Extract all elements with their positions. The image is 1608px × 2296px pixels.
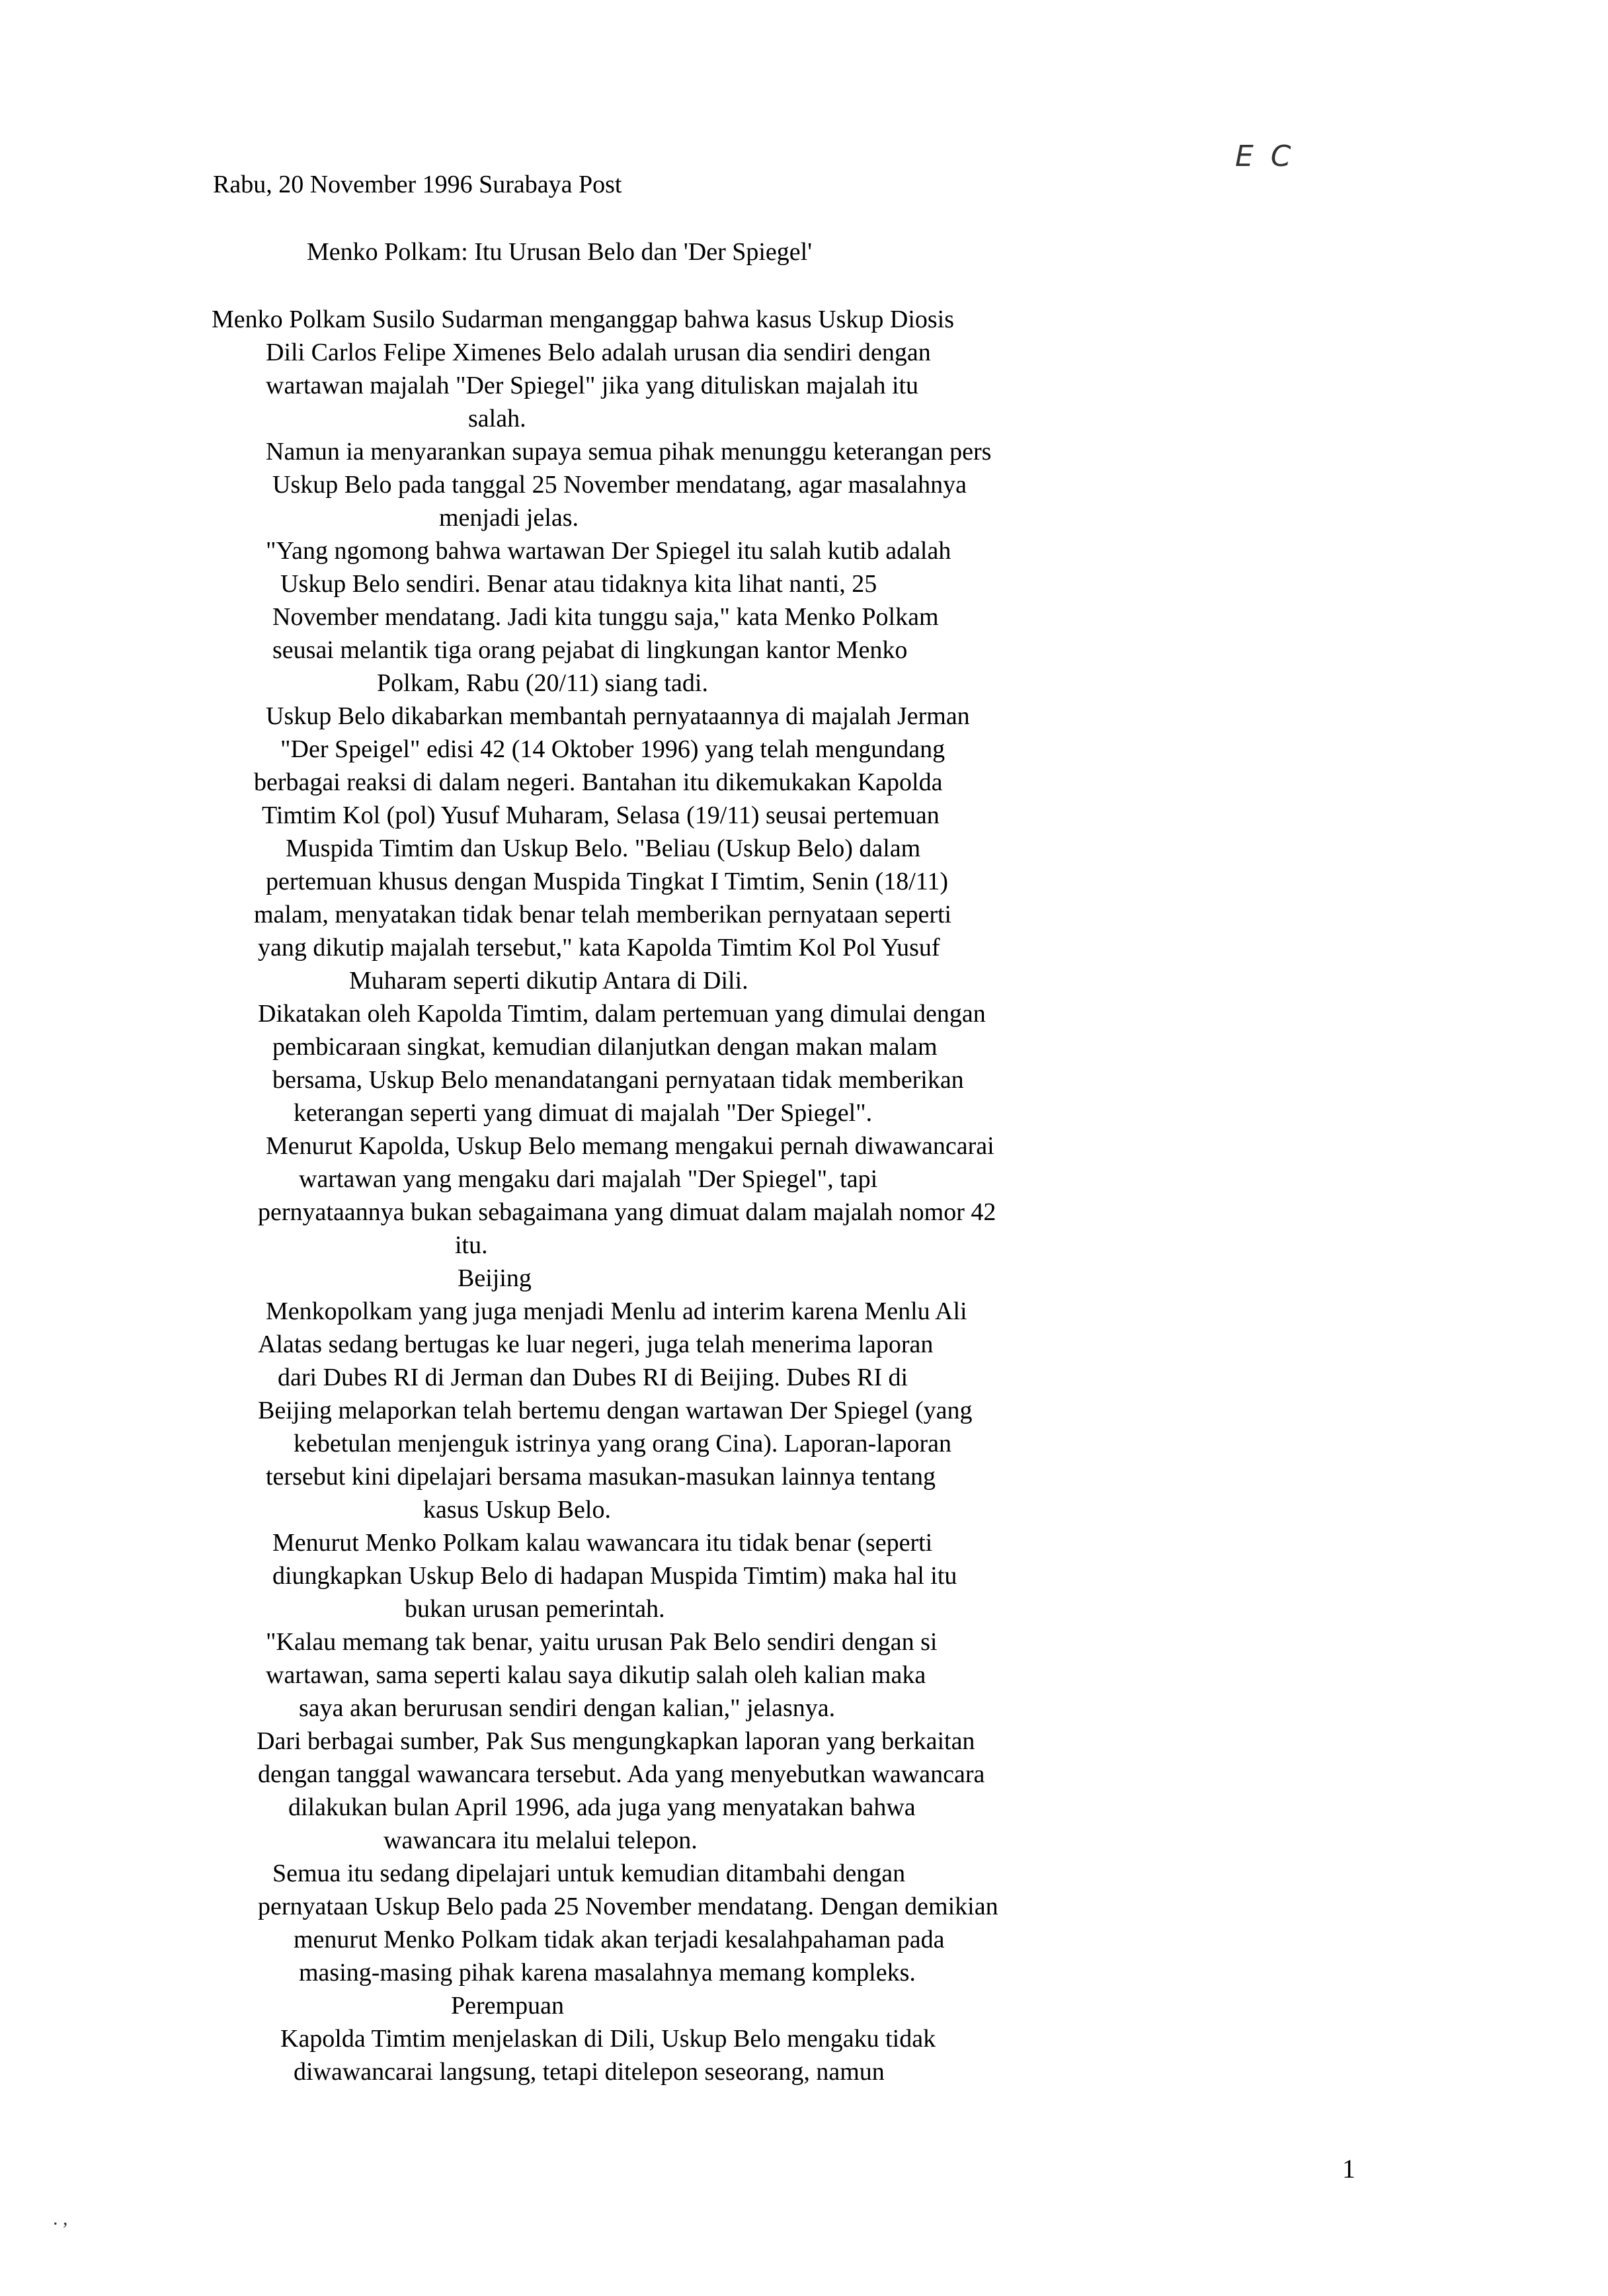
body-line: "Kalau memang tak benar, yaitu urusan Pak Belo sendiri dengan si [266,1628,938,1656]
body-line: seusai melantik tiga orang pejabat di lingkungan kantor Menko [272,636,908,664]
body-line: Polkam, Rabu (20/11) siang tadi. [377,669,708,697]
body-line: menjadi jelas. [439,504,579,532]
body-line: Beijing melaporkan telah bertemu dengan wartawan Der Spiegel (yang [258,1397,973,1424]
body-line: bersama, Uskup Belo menandatangani pernyataan tidak memberikan [272,1066,964,1094]
body-line: wartawan yang mengaku dari majalah "Der Spiegel", tapi [299,1165,878,1193]
body-line: Menkopolkam yang juga menjadi Menlu ad interim karena Menlu Ali [266,1297,967,1325]
body-line: Dari berbagai sumber, Pak Sus mengungkapkan laporan yang berkaitan [257,1727,975,1755]
body-line: pernyataan Uskup Belo pada 25 November mendatang. Dengan demikian [258,1893,998,1920]
body-line: pernyataannya bukan sebagaimana yang dimuat dalam majalah nomor 42 [258,1198,996,1226]
body-line: diungkapkan Uskup Belo di hadapan Muspida Timtim) maka hal itu [272,1562,957,1590]
body-line: Kapolda Timtim menjelaskan di Dili, Uskup Belo mengaku tidak [280,2025,936,2053]
body-line: itu. [455,1231,488,1259]
body-line: Muspida Timtim dan Uskup Belo. "Beliau (Uskup Belo) dalam [286,835,921,862]
body-line: Uskup Belo sendiri. Benar atau tidaknya kita lihat nanti, 25 [280,570,877,598]
article-title: Menko Polkam: Itu Urusan Belo dan 'Der Spiegel' [307,238,813,266]
body-line: Dili Carlos Felipe Ximenes Belo adalah urusan dia sendiri dengan [266,339,931,366]
handwritten-mark: E C [1235,140,1295,173]
body-line: pertemuan khusus dengan Muspida Tingkat I Timtim, Senin (18/11) [266,868,948,895]
body-line: kasus Uskup Belo. [423,1496,611,1524]
body-line: salah. [468,405,526,432]
body-line: diwawancarai langsung, tetapi ditelepon seseorang, namun [294,2058,885,2086]
body-line: November mendatang. Jadi kita tunggu saja," kata Menko Polkam [272,603,939,631]
body-line: Uskup Belo dikabarkan membantah pernyataannya di majalah Jerman [266,702,970,730]
body-line: tersebut kini dipelajari bersama masukan-masukan lainnya tentang [266,1463,936,1491]
body-line: menurut Menko Polkam tidak akan terjadi kesalahpahaman pada [294,1926,945,1953]
body-line: malam, menyatakan tidak benar telah memberikan pernyataan seperti [254,901,952,928]
body-line: wartawan, sama seperti kalau saya dikutip salah oleh kalian maka [266,1661,926,1689]
body-line: "Der Speigel" edisi 42 (14 Oktober 1996) yang telah mengundang [280,735,945,763]
body-line: Timtim Kol (pol) Yusuf Muharam, Selasa (19/11) seusai pertemuan [262,801,940,829]
page-number: 1 [1342,2154,1355,2184]
body-line: Menurut Kapolda, Uskup Belo memang mengakui pernah diwawancarai [266,1132,994,1160]
body-line: pembicaraan singkat, kemudian dilanjutkan dengan makan malam [272,1033,938,1061]
section-heading-beijing: Beijing [458,1264,532,1292]
body-line: Muharam seperti dikutip Antara di Dili. [349,967,748,995]
body-line: Uskup Belo pada tanggal 25 November mendatang, agar masalahnya [272,471,967,499]
body-line: wartawan majalah "Der Spiegel" jika yang dituliskan majalah itu [266,372,919,399]
body-line: Alatas sedang bertugas ke luar negeri, juga telah menerima laporan [258,1331,934,1358]
body-line: wawancara itu melalui telepon. [383,1826,698,1854]
body-line: saya akan berurusan sendiri dengan kalian," jelasnya. [299,1694,836,1722]
section-heading-perempuan: Perempuan [451,1992,564,2020]
body-line: dilakukan bulan April 1996, ada juga yang menyatakan bahwa [288,1793,916,1821]
body-line: berbagai reaksi di dalam negeri. Bantahan itu dikemukakan Kapolda [254,768,943,796]
body-line: bukan urusan pemerintah. [405,1595,665,1623]
body-line: Dikatakan oleh Kapolda Timtim, dalam pertemuan yang dimulai dengan [258,1000,986,1028]
body-line: keterangan seperti yang dimuat di majalah "Der Spiegel". [294,1099,873,1127]
body-line: yang dikutip majalah tersebut," kata Kapolda Timtim Kol Pol Yusuf [258,934,940,962]
body-line: Menko Polkam Susilo Sudarman menganggap bahwa kasus Uskup Diosis [212,306,955,333]
body-line: Namun ia menyarankan supaya semua pihak menunggu keterangan pers [266,438,992,466]
body-line: kebetulan menjenguk istrinya yang orang Cina). Laporan-laporan [294,1430,952,1457]
corner-marks: . , [53,2207,68,2229]
body-line: dengan tanggal wawancara tersebut. Ada yang menyebutkan wawancara [258,1760,985,1788]
body-line: dari Dubes RI di Jerman dan Dubes RI di Beijing. Dubes RI di [278,1364,908,1391]
body-line: Menurut Menko Polkam kalau wawancara itu tidak benar (seperti [272,1529,933,1557]
body-line: "Yang ngomong bahwa wartawan Der Spiegel itu salah kutib adalah [266,537,951,565]
body-line: Semua itu sedang dipelajari untuk kemudian ditambahi dengan [272,1860,906,1887]
dateline: Rabu, 20 November 1996 Surabaya Post [213,171,622,198]
body-line: masing-masing pihak karena masalahnya memang kompleks. [299,1959,916,1987]
